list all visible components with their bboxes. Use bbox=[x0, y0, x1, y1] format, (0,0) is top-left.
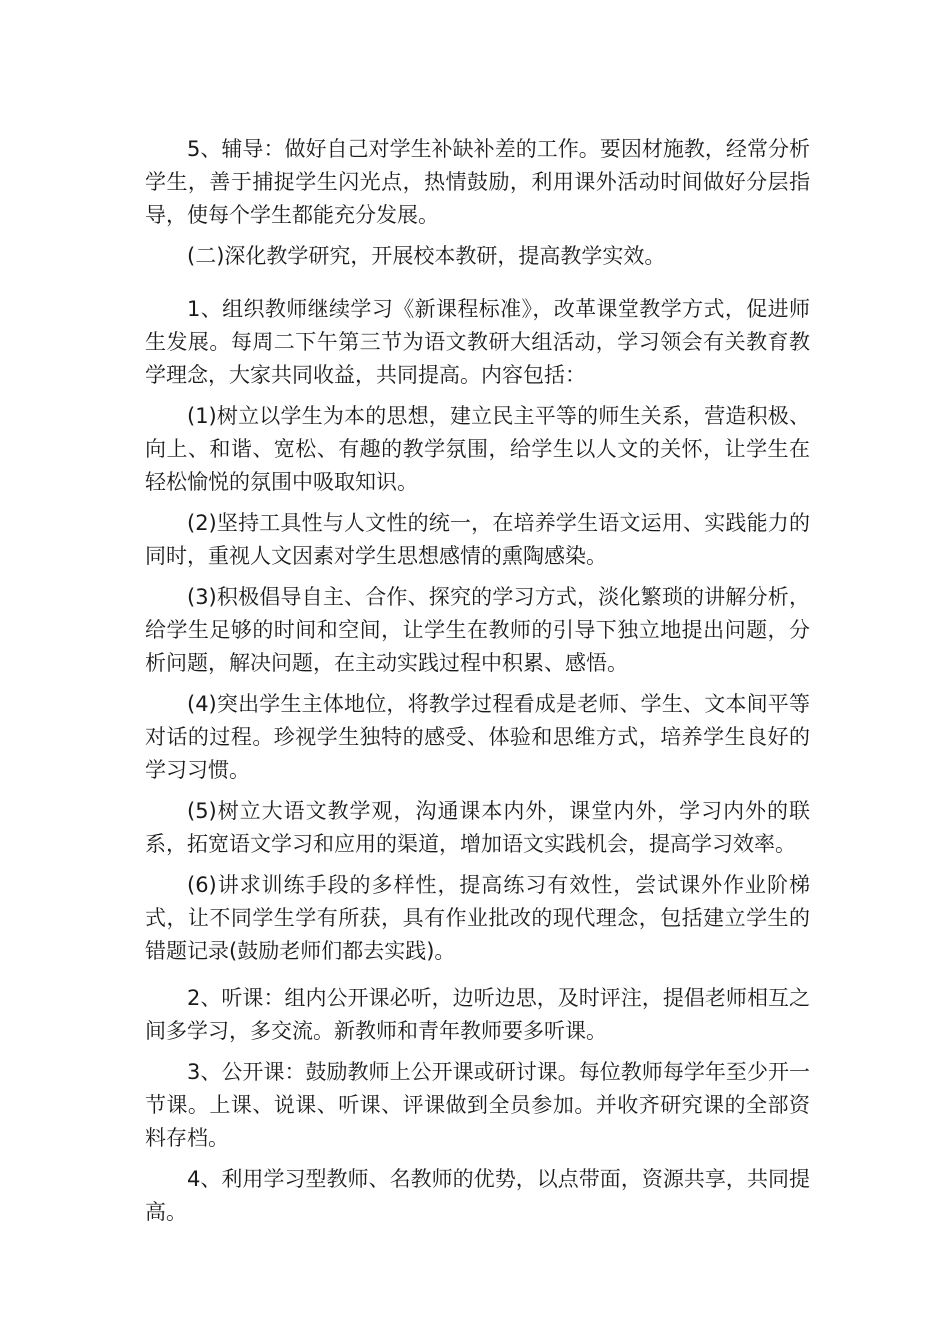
document-body bbox=[145, 133, 810, 1229]
paragraph-study-curriculum: 1、组织教师继续学习《新课程标准》，改革课堂教学方式，促进师生发展。每周二下午第三节为语文教研大组活动，学习领会有关教育教学理念，大家共同收益，共同提高。内容包括： bbox=[145, 297, 810, 387]
paragraph-item-5: (5)树立大语文教学观，沟通课本内外，课堂内外，学习内外的联系，拓宽语文学习和应用的渠道，增加语文实践机会，提高学习效率。 bbox=[145, 799, 810, 856]
paragraph-resource-sharing: 4、利用学习型教师、名教师的优势，以点带面，资源共享，共同提高。 bbox=[145, 1167, 810, 1224]
paragraph-item-3: (3)积极倡导自主、合作、探究的学习方式，淡化繁琐的讲解分析，给学生足够的时间和空间，让学生在教师的引导下独立地提出问题，分析问题，解决问题，在主动实践过程中积累、感悟。 bbox=[145, 585, 810, 675]
paragraph-item-2: (2)坚持工具性与人文性的统一，在培养学生语文运用、实践能力的同时，重视人文因素对学生思想感情的熏陶感染。 bbox=[145, 511, 810, 568]
paragraph-item-1: (1)树立以学生为本的思想，建立民主平等的师生关系，营造积极、向上、和谐、宽松、有趣的教学氛围，给学生以人文的关怀，让学生在轻松愉悦的氛围中吸取知识。 bbox=[145, 404, 810, 494]
paragraph-section-heading: (二)深化教学研究，开展校本教研，提高教学实效。 bbox=[187, 244, 666, 268]
paragraph-lesson-observation: 2、听课：组内公开课必听，边听边思，及时评注，提倡老师相互之间多学习，多交流。新教师和青年教师要多听课。 bbox=[145, 986, 810, 1043]
paragraph-open-class: 3、公开课：鼓励教师上公开课或研讨课。每位教师每学年至少开一节课。上课、说课、听课、评课做到全员参加。并收齐研究课的全部资料存档。 bbox=[145, 1060, 810, 1150]
paragraph-item-4: (4)突出学生主体地位，将教学过程看成是老师、学生、文本间平等对话的过程。珍视学生独特的感受、体验和思维方式，培养学生良好的学习习惯。 bbox=[145, 692, 810, 782]
paragraph-tutoring: 5、辅导：做好自己对学生补缺补差的工作。要因材施教，经常分析学生，善于捕捉学生闪光点，热情鼓励，利用课外活动时间做好分层指导，使每个学生都能充分发展。 bbox=[145, 137, 810, 227]
paragraph-item-6: (6)讲求训练手段的多样性，提高练习有效性，尝试课外作业阶梯式，让不同学生学有所获，具有作业批改的现代理念，包括建立学生的错题记录(鼓励老师们都去实践)。 bbox=[145, 873, 810, 963]
